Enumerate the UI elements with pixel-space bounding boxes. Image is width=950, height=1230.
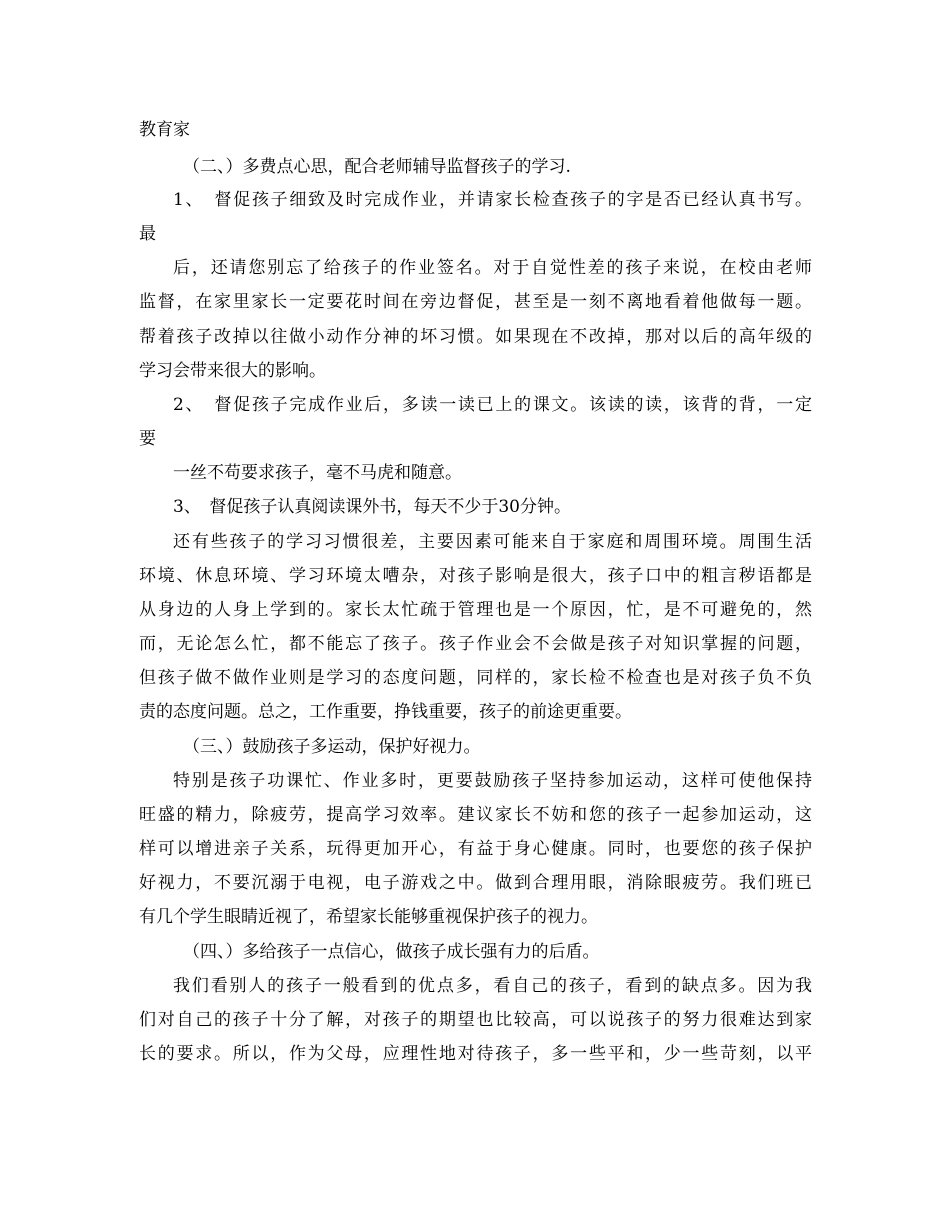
list-item-1: 1、 督促孩子细致及时完成作业，并请家长检查孩子的字是否已经认真书写。 bbox=[173, 190, 812, 210]
text-line: 长的要求。所以，作为父母，应理性地对待孩子，多一些平和，少一些苛刻，以平 bbox=[139, 1044, 812, 1064]
text-line: 从身边的人身上学到的。家长太忙疏于管理也是一个原因，忙，是不可避免的，然 bbox=[139, 600, 812, 620]
text-line: 帮着孩子改掉以往做小动作分神的坏习惯。如果现在不改掉，那对以后的高年级的 bbox=[139, 327, 812, 347]
text-line: 还有些孩子的学习习惯很差，主要因素可能来自于家庭和周围环境。周围生活 bbox=[173, 532, 812, 552]
section-heading: （三、）鼓励孩子多运动，保护好视力。 bbox=[183, 737, 481, 757]
text-line: 特别是孩子功课忙、作业多时，更要鼓励孩子坚持参加运动，这样可使他保持 bbox=[173, 771, 812, 791]
list-item-2: 2、 督促孩子完成作业后，多读一读已上的课文。该读的读，该背的背，一定 bbox=[173, 395, 812, 415]
text-line: 样可以增进亲子关系，玩得更加开心，有益于身心健康。同时，也要您的孩子保护 bbox=[139, 839, 812, 859]
section-heading: （二、）多费点心思，配合老师辅导监督孩子的学习. bbox=[183, 157, 571, 177]
text-line: 而，无论怎么忙，都不能忘了孩子。孩子作业会不会做是孩子对知识掌握的问题， bbox=[139, 634, 812, 654]
text-line: 环境、休息环境、学习环境太嘈杂，对孩子影响是很大，孩子口中的粗言秽语都是 bbox=[139, 566, 812, 586]
text-line: 教育家 bbox=[139, 120, 190, 140]
text-line: 我们看别人的孩子一般看到的优点多，看自己的孩子，看到的缺点多。因为我 bbox=[173, 976, 812, 996]
text-line: 一丝不苟要求孩子，毫不马虎和随意。 bbox=[173, 463, 462, 483]
text-line: 好视力，不要沉溺于电视，电子游戏之中。做到合理用眼，消除眼疲劳。我们班已 bbox=[139, 873, 812, 893]
list-item-3: 3、 督促孩子认真阅读课外书，每天不少于30分钟。 bbox=[173, 497, 571, 517]
text-line: 要 bbox=[139, 429, 156, 449]
text-line: 但孩子做不做作业则是学习的态度问题，同样的，家长检不检查也是对孩子负不负 bbox=[139, 668, 812, 688]
text-line: 责的态度问题。总之，工作重要，挣钱重要，孩子的前途更重要。 bbox=[139, 702, 632, 722]
text-line: 学习会带来很大的影响。 bbox=[139, 361, 326, 381]
text-line: 们对自己的孩子十分了解，对孩子的期望也比较高，可以说孩子的努力很难达到家 bbox=[139, 1010, 812, 1030]
section-heading: （四、）多给孩子一点信心，做孩子成长强有力的后盾。 bbox=[183, 942, 600, 962]
text-line: 有几个学生眼睛近视了，希望家长能够重视保护孩子的视力。 bbox=[139, 907, 598, 927]
text-line: 监督，在家里家长一定要花时间在旁边督促，甚至是一刻不离地看着他做每一题。 bbox=[139, 292, 812, 312]
text-line: 后，还请您别忘了给孩子的作业签名。对于自觉性差的孩子来说，在校由老师 bbox=[173, 258, 812, 278]
text-line: 旺盛的精力，除疲劳，提高学习效率。建议家长不妨和您的孩子一起参加运动，这 bbox=[139, 805, 812, 825]
text-line: 最 bbox=[139, 224, 156, 244]
